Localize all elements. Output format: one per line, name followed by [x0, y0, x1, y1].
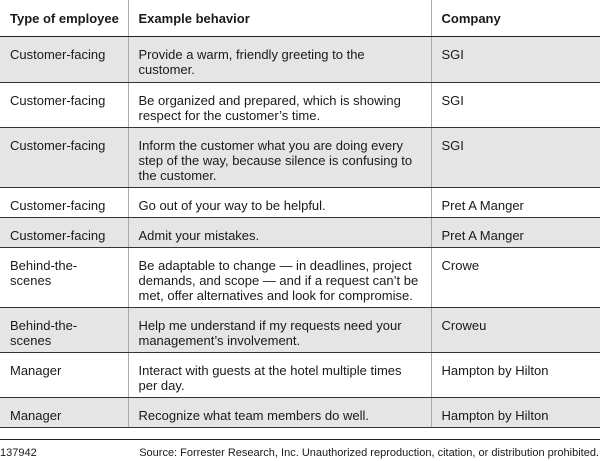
cell-company: SGI — [431, 37, 600, 83]
cell-example-behavior: Provide a warm, friendly greeting to the customer. — [128, 37, 431, 83]
figure-id: 137942 — [0, 447, 37, 459]
cell-example-behavior: Be adaptable to change — in deadlines, project demands, and scope — and if a request can’t be met, offer alternatives and look for compromise. — [128, 248, 431, 308]
cell-employee-type: Customer-facing — [0, 218, 128, 248]
cell-example-behavior: Recognize what team members do well. — [128, 398, 431, 428]
cell-employee-type: Behind-the-scenes — [0, 248, 128, 308]
footer-divider — [0, 439, 600, 440]
table-row — [0, 248, 600, 308]
table-row — [0, 37, 600, 83]
cell-company: Croweu — [431, 308, 600, 353]
cell-employee-type: Customer-facing — [0, 83, 128, 128]
header-company: Company — [431, 0, 600, 37]
table-row — [0, 188, 600, 218]
cell-company: Crowe — [431, 248, 600, 308]
cell-example-behavior: Go out of your way to be helpful. — [128, 188, 431, 218]
table-header-row — [0, 0, 600, 37]
table-row — [0, 353, 600, 398]
cell-company: Hampton by Hilton — [431, 353, 600, 398]
cell-employee-type: Customer-facing — [0, 188, 128, 218]
cell-employee-type: Customer-facing — [0, 128, 128, 188]
source-note: Source: Forrester Research, Inc. Unauthorized reproduction, citation, or distribution prohibited. — [139, 447, 599, 459]
table-row — [0, 83, 600, 128]
cell-company: Pret A Manger — [431, 218, 600, 248]
header-example-behavior: Example behavior — [128, 0, 431, 37]
header-type-of-employee: Type of employee — [0, 0, 128, 37]
cell-employee-type: Manager — [0, 398, 128, 428]
table-row — [0, 218, 600, 248]
cell-company: SGI — [431, 83, 600, 128]
cell-example-behavior: Interact with guests at the hotel multiple times per day. — [128, 353, 431, 398]
cell-employee-type: Behind-the-scenes — [0, 308, 128, 353]
cell-example-behavior: Inform the customer what you are doing every step of the way, because silence is confusing to the customer. — [128, 128, 431, 188]
cell-example-behavior: Admit your mistakes. — [128, 218, 431, 248]
cell-example-behavior: Be organized and prepared, which is showing respect for the customer’s time. — [128, 83, 431, 128]
cell-employee-type: Customer-facing — [0, 37, 128, 83]
table-row — [0, 308, 600, 353]
cell-company: Pret A Manger — [431, 188, 600, 218]
table-row — [0, 128, 600, 188]
cell-company: Hampton by Hilton — [431, 398, 600, 428]
table-row — [0, 398, 600, 428]
cell-employee-type: Manager — [0, 353, 128, 398]
cell-company: SGI — [431, 128, 600, 188]
cell-example-behavior: Help me understand if my requests need your management’s involvement. — [128, 308, 431, 353]
